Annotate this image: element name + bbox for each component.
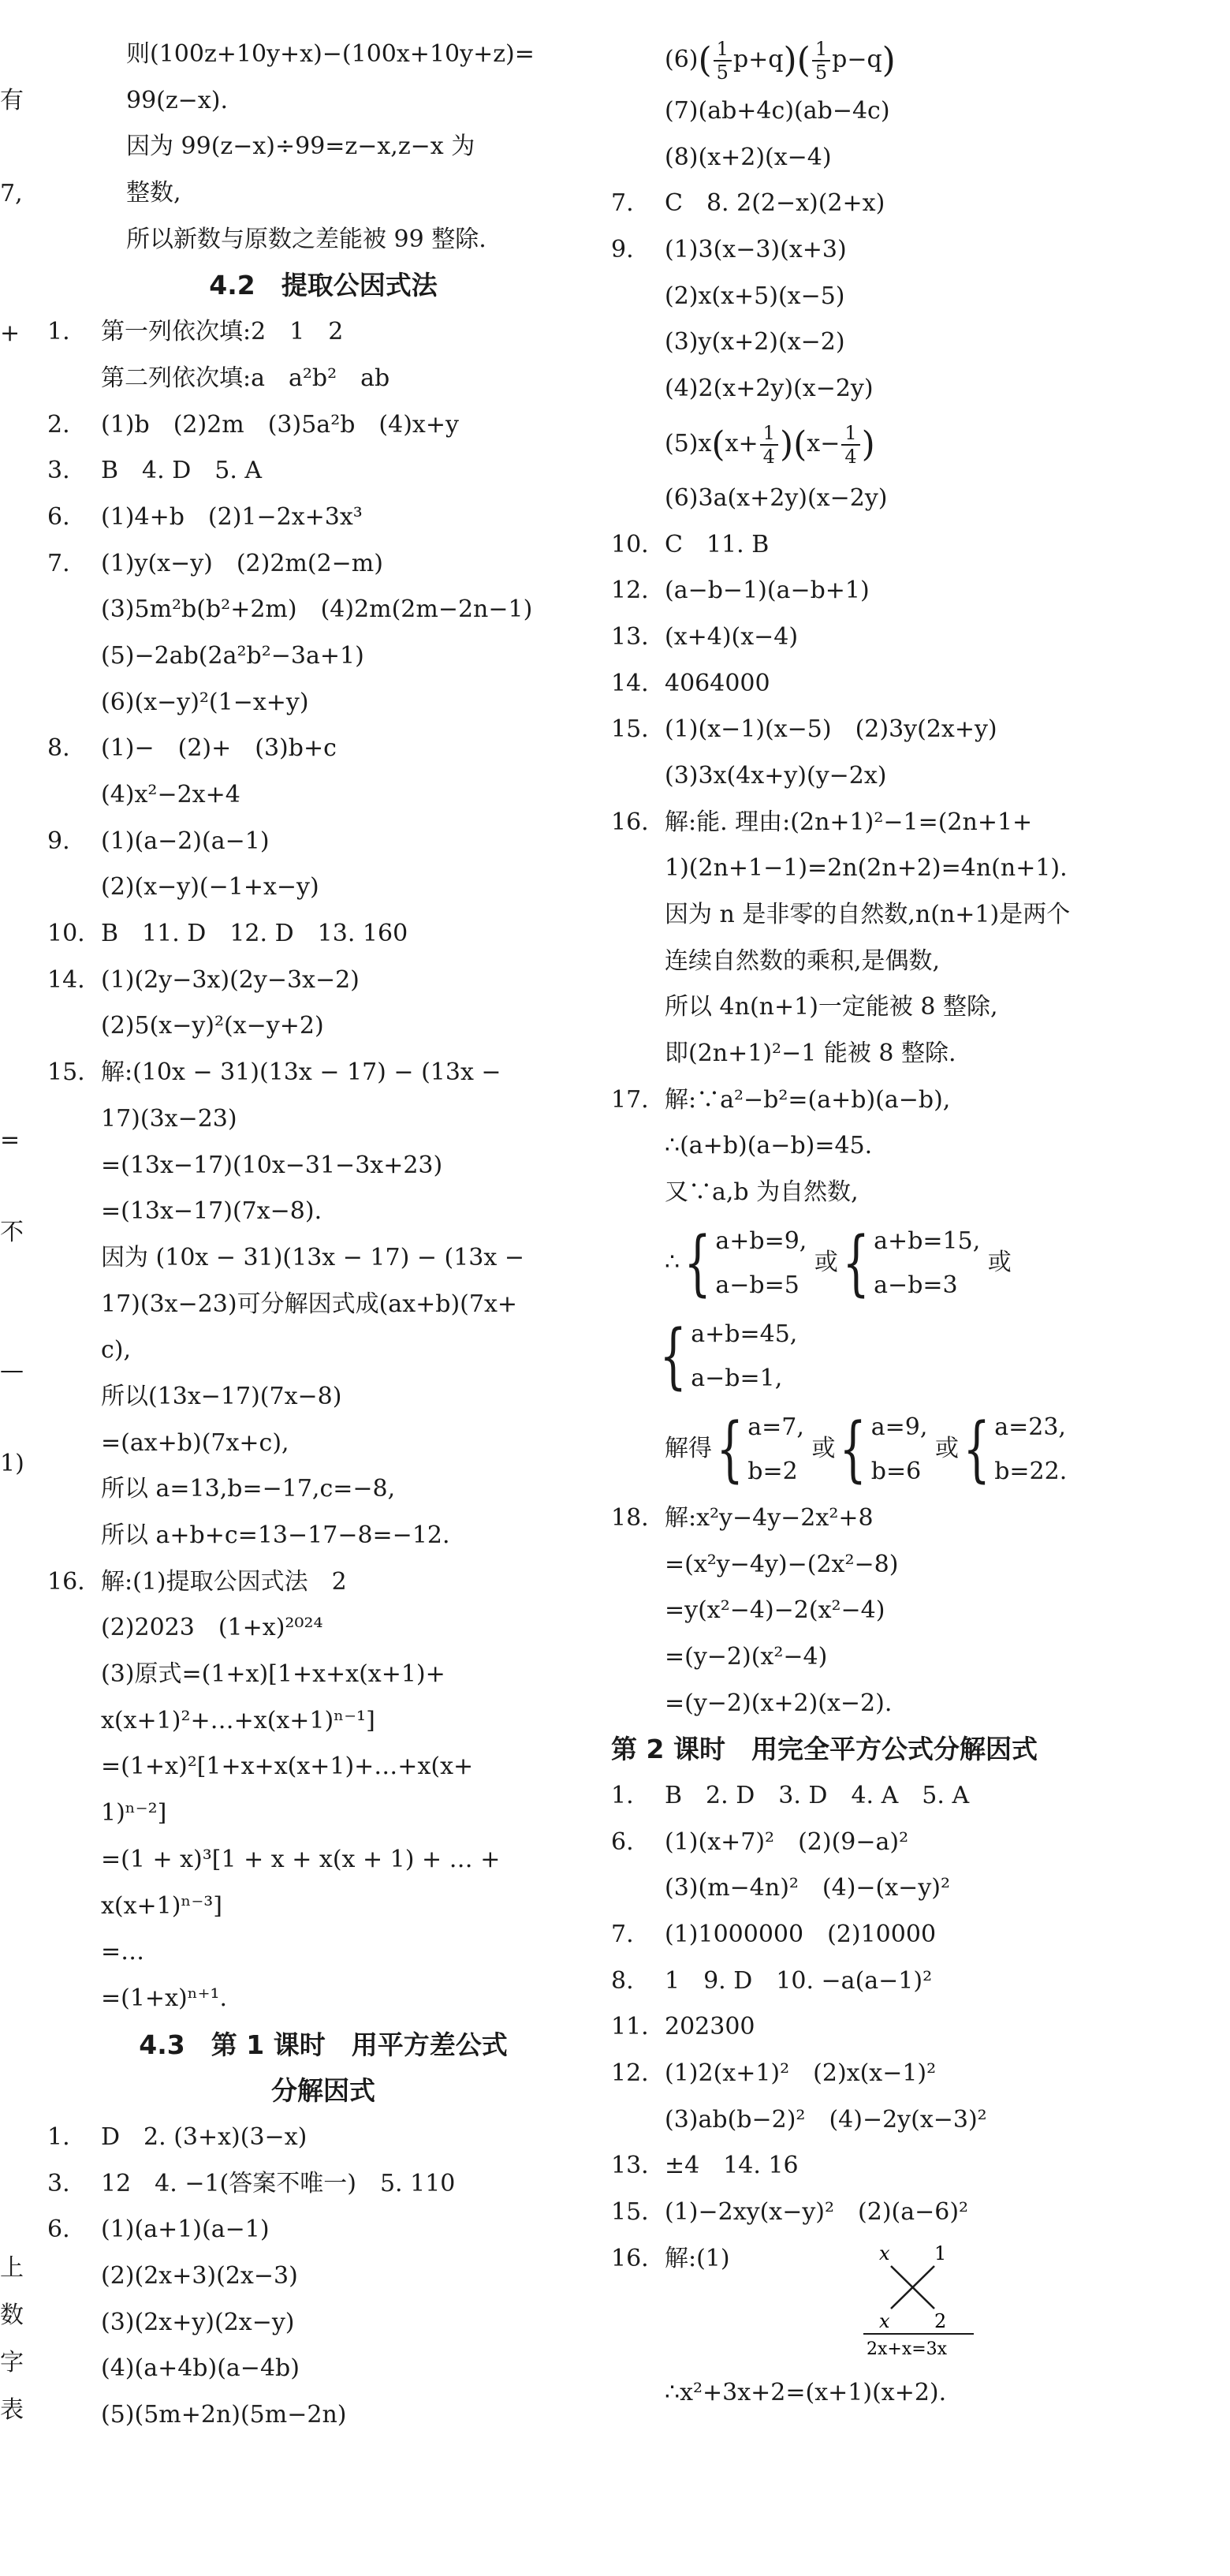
answer-line: 则(100z+10y+x)−(100x+10y+z)= [126,40,535,68]
answer-line: 因为 n 是非零的自然数,n(n+1)是两个 [665,901,1071,928]
fraction: $\frac{1}{4}$ [760,422,778,468]
answer-line: 1. D 2. (3+x)(3−x) [47,2122,308,2151]
answer-line: 12. (a−b−1)(a−b+1) [611,577,870,605]
fraction: $\frac{1}{4}$ [841,422,859,468]
answer-line: 8. (1)− (2)+ (3)b+c [47,734,337,763]
answer-line: 整数, [126,179,181,207]
answer-line: (5)−2ab(2a²b²−3a+1) [101,641,364,670]
answer-line: 11. 202300 [611,2013,755,2041]
answer-line: =(1+x)ⁿ⁺¹. [101,1984,228,2012]
answer-line: 13. ±4 14. 16 [611,2152,799,2180]
answer-line: 2. (1)b (2)2m (3)5a²b (4)x+y [47,410,459,439]
answer-line: (3)(2x+y)(2x−y) [101,2308,295,2336]
answer-line: =(x²y−4y)−(2x²−8) [665,1550,899,1578]
fraction: $\frac{1}{5}$ [714,38,732,84]
answer-line: 18. 解:x²y−4y−2x²+8 [611,1503,874,1532]
answer-line: 因为 (10x − 31)(13x − 17) − (13x − [101,1243,524,1271]
answer-line: =(y−2)(x+2)(x−2). [665,1689,893,1717]
answer-line: 第二列依次填:a a²b² ab [101,364,390,392]
answer-line: 17. 解:∵a²−b²=(a+b)(a−b), [611,1085,951,1114]
answer-line: x(x+1)ⁿ⁻³] [101,1891,223,1920]
answer-line: (3)3x(4x+y)(y−2x) [665,761,887,790]
answer-line: ∴x²+3x+2=(x+1)(x+2). [665,2378,947,2406]
answer-line: 7. (1)y(x−y) (2)2m(2−m) [47,549,383,577]
cross-sum: 2x+x=3x [867,2339,948,2359]
answer-line: 6. (1)(a+1)(a−1) [47,2216,270,2244]
answer-line: (5)x(x+ $\frac{1}{4}$ )(x− $\frac{1}{4}$ ) [665,421,875,468]
answer-line: (7)(ab+4c)(ab−4c) [665,97,890,125]
edge-char: 数 [0,2302,24,2329]
answer-line: =(13x−17)(7x−8). [101,1197,322,1226]
right-column [611,32,1222,2417]
answer-line: 连续自然数的乘积,是偶数, [665,946,941,975]
answer-line: (3)5m²b(b²+2m) (4)2m(2m−2n−1) [101,595,533,624]
answer-line: 3. B 4. D 5. A [47,457,263,485]
edge-char: + [0,319,20,347]
cross-multiplication-diagram [611,2236,1222,2370]
equation-system-line: { a+b=45, a−b=1, [659,1314,798,1398]
answer-line: 7. C 8. 2(2−x)(2+x) [611,189,885,218]
answer-line: 15. 解:(10x − 31)(13x − 17) − (13x − [47,1058,501,1087]
answer-line: 15. (1)(x−1)(x−5) (2)3y(2x+y) [611,715,997,744]
answer-line: 10. B 11. D 12. D 13. 160 [47,920,408,948]
answer-line: =(1+x)²[1+x+x(x+1)+…+x(x+ [101,1753,474,1781]
answer-line: 所以 a=13,b=−17,c=−8, [101,1475,396,1503]
answer-line: 16. 解:(1)提取公因式法 2 [47,1567,347,1596]
answer-line: c), [101,1336,132,1365]
answer-line: 9. (1)(a−2)(a−1) [47,827,270,855]
answer-line: (6)3a(x+2y)(x−2y) [665,483,888,512]
edge-char: 1) [0,1450,24,1477]
answer-line: 14. 4064000 [611,669,770,697]
equation-system-line: ∴{ a+b=9, a−b=5 或{ a+b=15, a−b=3 或 [665,1221,1012,1305]
answer-line: 所以新数与原数之差能被 99 整除. [126,225,486,253]
answer-line: 因为 99(z−x)÷99=z−x,z−x 为 [126,133,475,161]
answer-line: (4)2(x+2y)(x−2y) [665,375,874,403]
answer-line: 14. (1)(2y−3x)(2y−3x−2) [47,965,360,994]
answer-line: (4)(a+4b)(a−4b) [101,2354,300,2383]
answer-line: (6)( $\frac{1}{5}$ p+q)( $\frac{1}{5}$ p−q) [665,38,896,84]
answer-line: 17)(3x−23) [101,1104,237,1133]
left-column [47,32,599,2439]
answer-line: 99(z−x). [126,86,228,114]
answer-line: 8. 1 9. D 10. −a(a−1)² [611,1966,933,1995]
answer-line: 3. 12 4. −1(答案不唯一) 5. 110 [47,2169,456,2197]
cross-x-top: x [879,2242,890,2264]
answer-line: =… [101,1938,145,1966]
answer-line: 10. C 11. B [611,530,770,558]
answer-line: (3)原式=(1+x)[1+x+x(x+1)+ [101,1660,445,1689]
section-heading: 4.3 第 1 课时 用平方差公式 [139,2029,508,2060]
answer-line: 1. 第一列依次填:2 1 2 [47,318,344,346]
answer-line: 16. 解:能. 理由:(2n+1)²−1=(2n+1+ [611,808,1033,836]
section-heading: 分解因式 [271,2075,375,2107]
answer-line: 1)ⁿ⁻²] [101,1799,167,1827]
answer-line: (5)(5m+2n)(5m−2n) [101,2401,347,2429]
answer-line: (6)(x−y)²(1−x+y) [101,688,309,716]
answer-line: =(ax+b)(7x+c), [101,1428,289,1457]
edge-char: 字 [0,2349,24,2376]
edge-char: — [0,1357,24,1384]
fraction: $\frac{1}{5}$ [812,38,830,84]
answer-line: (2)5(x−y)²(x−y+2) [101,1012,324,1040]
answer-line: 16. 解:(1) [611,2244,730,2272]
cross-x-bottom: x [879,2309,890,2332]
section-heading: 4.2 提取公因式法 [209,270,438,301]
cross-two: 2 [934,2309,947,2332]
answer-line: 又∵a,b 为自然数, [665,1178,859,1207]
section-heading: 第 2 课时 用完全平方公式分解因式 [611,1734,1038,1765]
edge-char: 不 [0,1219,24,1246]
answer-line: (2)(x−y)(−1+x−y) [101,873,319,902]
answer-line: 所以 a+b+c=13−17−8=−12. [101,1521,450,1549]
cross-diagram-svg [832,2236,1005,2370]
answer-line: 12. (1)2(x+1)² (2)x(x−1)² [611,2059,937,2088]
answer-line: 15. (1)−2xy(x−y)² (2)(a−6)² [611,2198,969,2227]
answer-line: (3)(m−4n)² (4)−(x−y)² [665,1874,950,1902]
answer-line: 17)(3x−23)可分解因式成(ax+b)(7x+ [101,1290,518,1318]
edge-char: 有 [0,87,24,114]
answer-line: =(1 + x)³[1 + x + x(x + 1) + … + [101,1845,501,1873]
answer-line: 所以 4n(n+1)一定能被 8 整除, [665,993,998,1021]
answer-line: (2)2023 (1+x)²⁰²⁴ [101,1614,323,1642]
answer-line: (2)(2x+3)(2x−3) [101,2262,298,2290]
cross-one: 1 [934,2242,947,2264]
answer-line: 所以(13x−17)(7x−8) [101,1382,342,1410]
answer-line: 9. (1)3(x−3)(x+3) [611,236,847,264]
answer-line: (3)y(x+2)(x−2) [665,328,845,357]
left-edge-fragments [0,0,47,2576]
answer-line: (2)x(x+5)(x−5) [665,282,845,310]
answer-line: 1)(2n+1−1)=2n(2n+2)=4n(n+1). [665,854,1068,883]
answer-line: (8)(x+2)(x−4) [665,143,832,171]
answer-line: =(13x−17)(10x−31−3x+23) [101,1151,443,1179]
answer-line: x(x+1)²+…+x(x+1)ⁿ⁻¹] [101,1706,375,1734]
answer-line: 1. B 2. D 3. D 4. A 5. A [611,1781,970,1809]
answer-line: 6. (1)4+b (2)1−2x+3x³ [47,502,363,531]
equation-system-line: 解得{ a=7, b=2 或{ a=9, b=6 或{ a=23, b=22. [665,1407,1068,1491]
edge-char: = [0,1126,20,1154]
edge-char: 上 [0,2254,24,2282]
answer-line: 13. (x+4)(x−4) [611,622,799,651]
answer-line: ∴(a+b)(a−b)=45. [665,1132,873,1160]
answer-line: (3)ab(b−2)² (4)−2y(x−3)² [665,2105,987,2134]
answer-line: 即(2n+1)²−1 能被 8 整除. [665,1040,956,1068]
answer-line: 6. (1)(x+7)² (2)(9−a)² [611,1827,909,1856]
edge-char: 7, [0,180,23,207]
answer-line: =(y−2)(x²−4) [665,1642,828,1671]
answer-line: =y(x²−4)−2(x²−4) [665,1596,885,1625]
edge-char: 表 [0,2396,24,2424]
answer-line: (4)x²−2x+4 [101,781,240,808]
answer-line: 7. (1)1000000 (2)10000 [611,1921,937,1948]
